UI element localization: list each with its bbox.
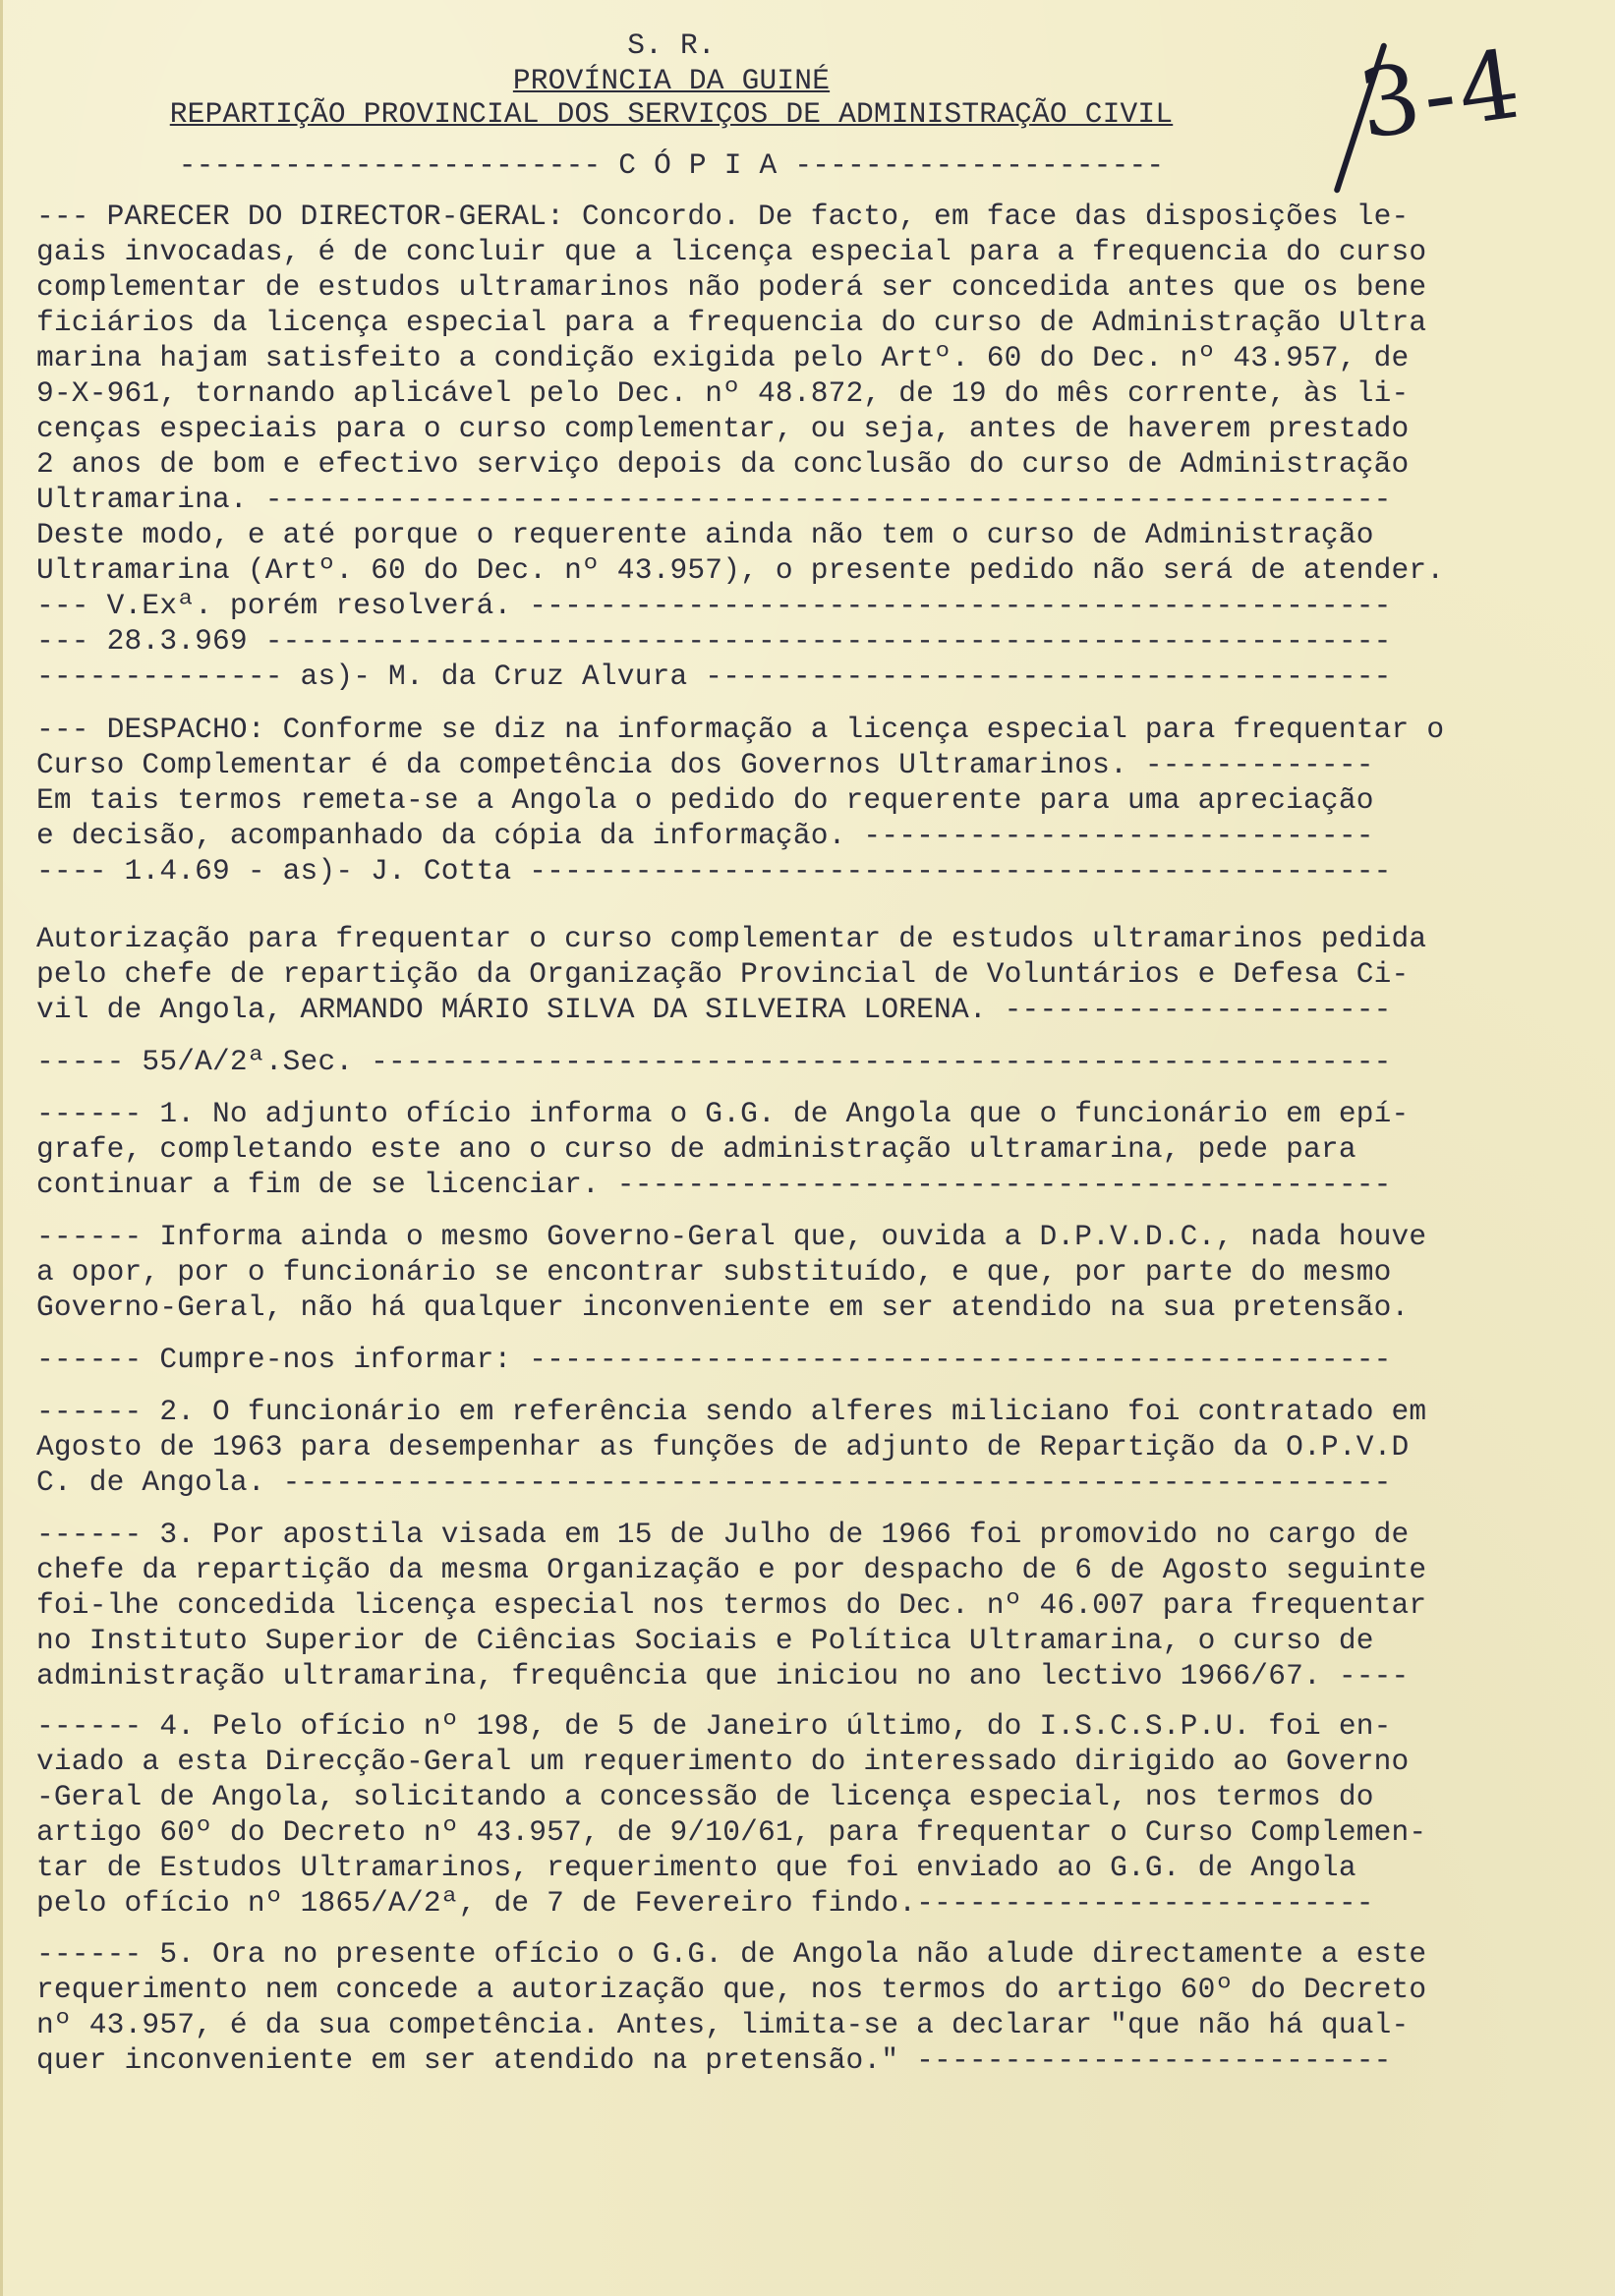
subject-paragraph bbox=[36, 921, 1589, 1027]
text-line: foi-lhe concedida licença especial nos termos do Dec. nº 46.007 para frequentar bbox=[36, 1588, 1427, 1622]
text-line: vil de Angola, ARMANDO MÁRIO SILVA DA SILVEIRA LORENA. ---------------------- bbox=[36, 993, 1392, 1026]
text-line: ------ Informa ainda o mesmo Governo-Geral que, ouvida a D.P.V.D.C., nada houve bbox=[36, 1220, 1427, 1253]
text-line: Governo-Geral, não há qualquer inconveniente em ser atendido na sua pretensão. bbox=[36, 1291, 1410, 1324]
text-line: artigo 60º do Decreto nº 43.957, de 9/10/61, para frequentar o Curso Complemen- bbox=[36, 1815, 1427, 1849]
handwritten-page-number: 3-4 bbox=[1353, 28, 1530, 161]
point-5-paragraph bbox=[36, 1936, 1589, 2078]
text-line: -Geral de Angola, solicitando a concessão de licença especial, nos termos do bbox=[36, 1780, 1374, 1813]
text-line: requerimento nem concede a autorização que, nos termos do artigo 60º do Decreto bbox=[36, 1973, 1427, 2006]
text-line: Deste modo, e até porque o requerente ainda não tem o curso de Administração bbox=[36, 518, 1374, 551]
text-line: administração ultramarina, frequência que iniciou no ano lectivo 1966/67. ---- bbox=[36, 1659, 1410, 1693]
despacho-paragraph bbox=[36, 712, 1589, 889]
text-line: -------------- as)- M. da Cruz Alvura --------------------------------------- bbox=[36, 660, 1392, 693]
header-sr: S. R. bbox=[627, 29, 716, 62]
text-line: ------ Cumpre-nos informar: ------------------------------------------------- bbox=[36, 1343, 1392, 1376]
text-line: ficiários da licença especial para a frequencia do curso de Administração Ultra bbox=[36, 306, 1427, 339]
header-copy-label: ------------------------ C Ó P I A --------------------- bbox=[178, 148, 1165, 182]
text-line: C. de Angola. --------------------------------------------------------------- bbox=[36, 1465, 1392, 1499]
text-line: ------ 4. Pelo ofício nº 198, de 5 de Janeiro último, do I.S.C.S.P.U. foi en- bbox=[36, 1709, 1392, 1743]
text-line: complementar de estudos ultramarinos não poderá ser concedida antes que os bene bbox=[36, 270, 1427, 304]
text-line: --- PARECER DO DIRECTOR-GERAL: Concordo. De facto, em face das disposições le- bbox=[36, 200, 1410, 233]
text-line: --- V.Exª. porém resolverá. ------------------------------------------------- bbox=[36, 589, 1392, 622]
text-line: no Instituto Superior de Ciências Sociais e Política Ultramarina, o curso de bbox=[36, 1624, 1374, 1657]
text-line: ---- 1.4.69 - as)- J. Cotta ------------------------------------------------- bbox=[36, 854, 1392, 888]
text-line: marina hajam satisfeito a condição exigida pelo Artº. 60 do Dec. nº 43.957, de bbox=[36, 341, 1410, 374]
text-line: 9-X-961, tornando aplicável pelo Dec. nº 48.872, de 19 do mês corrente, às li- bbox=[36, 376, 1410, 410]
point-4-paragraph bbox=[36, 1708, 1589, 1921]
text-line: quer inconveniente em ser atendido na pretensão." --------------------------- bbox=[36, 2043, 1392, 2077]
text-line: cenças especiais para o curso complementar, ou seja, antes de haverem prestado bbox=[36, 412, 1410, 445]
cumpre-line bbox=[36, 1342, 1589, 1377]
text-line: ------ 3. Por apostila visada em 15 de Julho de 1966 foi promovido no cargo de bbox=[36, 1518, 1410, 1551]
text-line: --- DESPACHO: Conforme se diz na informação a licença especial para frequentar o bbox=[36, 713, 1445, 746]
point-2-paragraph bbox=[36, 1394, 1589, 1500]
point-1-paragraph bbox=[36, 1096, 1589, 1202]
point-3-paragraph bbox=[36, 1517, 1589, 1693]
text-line: Curso Complementar é da competência dos Governos Ultramarinos. ------------- bbox=[36, 748, 1374, 781]
text-line: a opor, por o funcionário se encontrar substituído, e que, por parte do mesmo bbox=[36, 1255, 1392, 1289]
text-line: ----- 55/A/2ª.Sec. ---------------------------------------------------------- bbox=[36, 1045, 1392, 1078]
text-line: nº 43.957, é da sua competência. Antes, limita-se a declarar "que não há qual- bbox=[36, 2008, 1410, 2041]
text-line: Ultramarina. ---------------------------------------------------------------- bbox=[36, 483, 1392, 516]
text-line: ------ 2. O funcionário em referência sendo alferes miliciano foi contratado em bbox=[36, 1395, 1427, 1428]
text-line: --- 28.3.969 ---------------------------------------------------------------- bbox=[36, 624, 1392, 658]
text-line: Em tais termos remeta-se a Angola o pedido do requerente para uma apreciação bbox=[36, 783, 1374, 817]
text-line: Ultramarina (Artº. 60 do Dec. nº 43.957), o presente pedido não será de atender. bbox=[36, 553, 1445, 587]
text-line: tar de Estudos Ultramarinos, requerimento que foi enviado ao G.G. de Angola bbox=[36, 1851, 1356, 1884]
text-line: Agosto de 1963 para desempenhar as funções de adjunto de Repartição da O.P.V.D bbox=[36, 1430, 1410, 1464]
text-line: ------ 5. Ora no presente ofício o G.G. de Angola não alude directamente a este bbox=[36, 1937, 1427, 1971]
text-line: gais invocadas, é de concluir que a licença especial para a frequencia do curso bbox=[36, 235, 1427, 268]
informa-paragraph bbox=[36, 1219, 1589, 1325]
text-line: continuar a fim de se licenciar. -------------------------------------------- bbox=[36, 1168, 1392, 1201]
header-province: PROVÍNCIA DA GUINÉ bbox=[512, 64, 831, 97]
text-line: grafe, completando este ano o curso de administração ultramarina, pede para bbox=[36, 1132, 1356, 1166]
text-line: 2 anos de bom e efectivo serviço depois da conclusão do curso de Administração bbox=[36, 447, 1410, 481]
text-line: chefe da repartição da mesma Organização e por despacho de 6 de Agosto seguinte bbox=[36, 1553, 1427, 1586]
text-line: e decisão, acompanhado da cópia da informação. ----------------------------- bbox=[36, 819, 1374, 852]
text-line: Autorização para frequentar o curso complementar de estudos ultramarinos pedida bbox=[36, 922, 1427, 955]
reference-line bbox=[36, 1044, 1589, 1079]
header-department: REPARTIÇÃO PROVINCIAL DOS SERVIÇOS DE ADMINISTRAÇÃO CIVIL bbox=[169, 97, 1174, 131]
text-line: pelo chefe de repartição da Organização Provincial de Voluntários e Defesa Ci- bbox=[36, 957, 1410, 991]
parecer-paragraph bbox=[36, 199, 1589, 694]
text-line: pelo ofício nº 1865/A/2ª, de 7 de Fevereiro findo.-------------------------- bbox=[36, 1886, 1374, 1920]
text-line: viado a esta Direcção-Geral um requerimento do interessado dirigido ao Governo bbox=[36, 1745, 1410, 1778]
text-line: ------ 1. No adjunto ofício informa o G.G. de Angola que o funcionário em epí- bbox=[36, 1097, 1410, 1130]
